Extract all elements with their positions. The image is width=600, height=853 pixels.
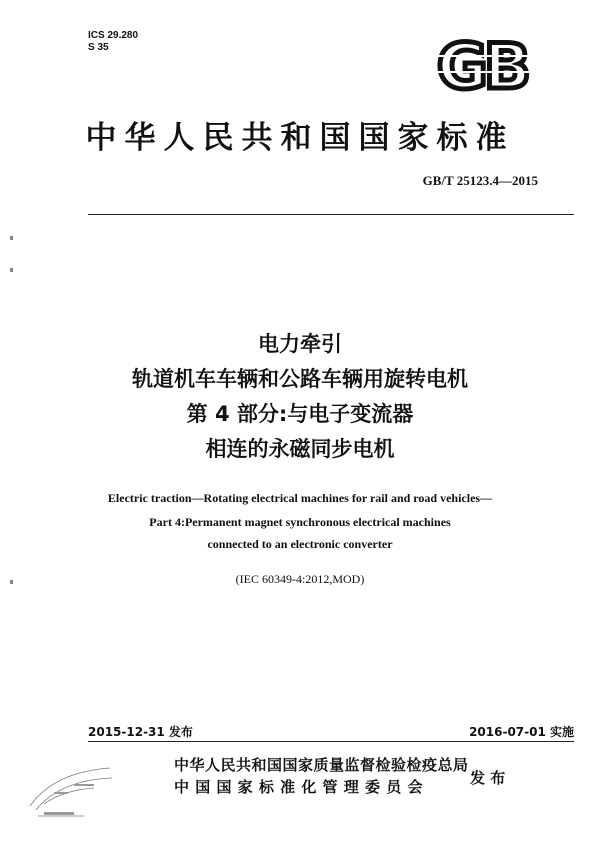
issuer-line-2: 中 国 国 家 标 准 化 管 理 委 员 会: [174, 778, 423, 796]
margin-mark: [10, 268, 13, 272]
bottom-divider: [88, 741, 574, 742]
margin-mark: [10, 236, 13, 240]
stamp-icon: [24, 760, 116, 820]
en-title-line-2: Part 4:Permanent magnet synchronous electrical machines: [149, 515, 451, 529]
implement-date: 2016-07-01 实施: [469, 725, 574, 739]
ccs-code: S 35: [88, 42, 109, 53]
classification-codes: [88, 30, 138, 54]
en-title-line-3: connected to an electronic converter: [207, 537, 393, 551]
cn-title-line-4: 相连的永磁同步电机: [205, 437, 395, 461]
standard-title: 中华人民共和国国家标准: [85, 120, 515, 156]
cn-title-line-2: 轨道机车车辆和公路车辆用旋转电机: [132, 367, 468, 391]
svg-text:GB: GB: [436, 36, 528, 96]
adoption-reference: (IEC 60349-4:2012,MOD): [235, 572, 365, 586]
ics-code: ICS 29.280: [88, 30, 139, 41]
top-divider: [88, 214, 574, 215]
publish-date: 2015-12-31 发布: [88, 725, 193, 739]
issuer-line-1: 中华人民共和国国家质量监督检验检疫总局: [174, 756, 469, 774]
issue-label: 发 布: [470, 769, 506, 787]
cn-title-line-1: 电力牵引: [258, 332, 342, 356]
gb-logo: [416, 36, 548, 96]
cn-title-line-3: 第 4 部分:与电子变流器: [186, 402, 414, 426]
en-title-line-1: Electric traction—Rotating electrical machines for rail and road vehicles—: [107, 491, 493, 505]
standard-number: GB/T 25123.4—2015: [422, 173, 538, 188]
